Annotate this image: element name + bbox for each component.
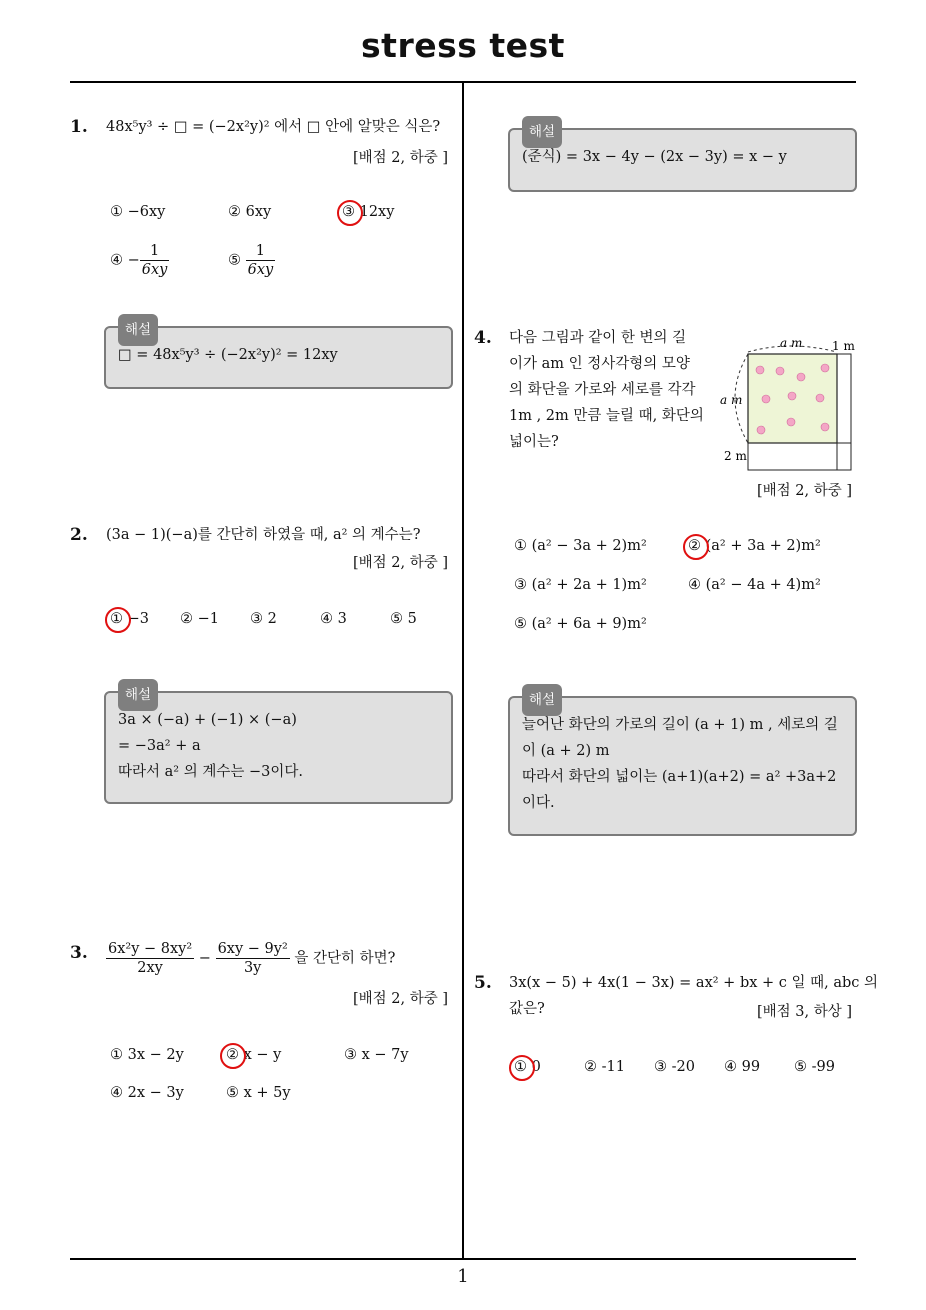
question-2-choice-3[interactable]: ③ 2: [250, 611, 277, 627]
garden-figure: [718, 334, 858, 474]
explanation-line: = −3a² + a: [118, 738, 201, 754]
question-2-meta: [배점 2, 하중 ]: [352, 555, 448, 571]
question-4-line: 의 화단을 가로와 세로를 각각: [509, 382, 696, 398]
question-1-choice-3[interactable]: ③ 12xy: [342, 204, 395, 220]
question-2-choice-5[interactable]: ⑤ 5: [390, 611, 417, 627]
question-3-suffix: 을 간단히 하면?: [294, 950, 396, 967]
question-5-choice-3[interactable]: ③ -20: [654, 1059, 695, 1075]
explanation-line: □ = 48x⁵y³ ÷ (−2x²y)² = 12xy: [118, 347, 338, 363]
question-2-number: 2.: [70, 525, 88, 545]
question-5-choice-4[interactable]: ④ 99: [724, 1059, 761, 1075]
question-3-number: 3.: [70, 943, 88, 963]
question-1-text: 48x⁵y³ ÷ □ = (−2x²y)² 에서 □ 안에 알맞은 식은?: [106, 119, 441, 135]
explanation-tag: 해설: [522, 116, 562, 148]
explanation-tag: 해설: [522, 684, 562, 716]
explanation-line: 늘어난 화단의 가로의 길이 (a + 1) m , 세로의 길: [522, 717, 838, 733]
question-2-choice-4[interactable]: ④ 3: [320, 611, 347, 627]
question-3-explanation-box: [508, 124, 857, 192]
question-4-choice-3[interactable]: ③ (a² + 2a + 1)m²: [514, 577, 647, 593]
explanation-line: 따라서 a² 의 계수는 −3이다.: [118, 764, 303, 780]
question-2-explanation-box: [104, 687, 453, 804]
question-4-text: [509, 325, 704, 455]
question-4-explanation-box: [508, 692, 857, 836]
question-5-line: 3x(x − 5) + 4x(1 − 3x) = ax² + bx + c 일 때, abc 의: [509, 975, 878, 991]
figure-label-bottom: 2 m: [724, 449, 747, 463]
question-5-choice-2[interactable]: ② -11: [584, 1059, 625, 1075]
question-1-meta: [배점 2, 하중 ]: [352, 150, 448, 166]
figure-label-left: a m: [720, 393, 743, 407]
question-4-choice-2[interactable]: ② (a² + 3a + 2)m²: [688, 538, 821, 554]
question-3-meta: [배점 2, 하중 ]: [352, 991, 448, 1007]
question-2-text: (3a − 1)(−a)를 간단히 하였을 때, a² 의 계수는?: [106, 527, 421, 543]
answer-mark-circle: [683, 534, 709, 560]
question-1-number: 1.: [70, 117, 88, 137]
question-1-explanation-box: [104, 322, 453, 389]
question-1-choice-1[interactable]: ① −6xy: [110, 204, 166, 220]
explanation-line: (준식) = 3x − 4y − (2x − 3y) = x − y: [522, 149, 787, 165]
answer-mark-circle: [509, 1055, 535, 1081]
question-3-text: $\frac{\text{6x²y − 8xy²}}{2xy}$ − $\frac{\text{6xy − 9y²}}{3y}$ 을 간단히 하면?: [108, 941, 396, 976]
answer-mark-circle: [337, 200, 363, 226]
question-5-meta: [배점 3, 하상 ]: [756, 1004, 852, 1020]
question-3-choice-2[interactable]: ② x − y: [226, 1047, 282, 1063]
fraction-numerator: 6xy − 9y²: [217, 941, 288, 957]
explanation-tag: 해설: [118, 314, 158, 346]
question-1-choice-5[interactable]: ⑤ $\frac{1}{6xy}$: [228, 243, 274, 278]
question-4-choice-1[interactable]: ① (a² − 3a + 2)m²: [514, 538, 647, 554]
footer-rule: [70, 1258, 856, 1260]
explanation-line: 3a × (−a) + (−1) × (−a): [118, 712, 297, 728]
question-2-choice-1[interactable]: ① −3: [110, 611, 149, 627]
explanation-tag: 해설: [118, 679, 158, 711]
question-2-choice-2[interactable]: ② −1: [180, 611, 219, 627]
column-divider: [462, 82, 464, 1259]
answer-mark-circle: [105, 607, 131, 633]
question-4-line: 넓이는?: [509, 434, 559, 450]
fraction-denominator: 3y: [243, 960, 262, 976]
explanation-line: 이다.: [522, 795, 555, 811]
question-4-choice-4[interactable]: ④ (a² − 4a + 4)m²: [688, 577, 821, 593]
question-4-line: 1m , 2m 만큼 늘릴 때, 화단의: [509, 408, 704, 424]
question-4-number: 4.: [474, 328, 492, 348]
explanation-line: 이 (a + 2) m: [522, 743, 610, 759]
explanation-line: 따라서 화단의 넓이는 (a+1)(a+2) = a² +3a+2: [522, 769, 837, 785]
figure-label-top: a m: [780, 336, 803, 350]
question-4-choice-5[interactable]: ⑤ (a² + 6a + 9)m²: [514, 616, 647, 632]
answer-mark-circle: [220, 1043, 246, 1069]
question-1-choice-2[interactable]: ② 6xy: [228, 204, 272, 220]
question-4-meta: [배점 2, 하중 ]: [756, 483, 852, 499]
fraction-denominator: 2xy: [137, 960, 163, 976]
page-title: stress test: [361, 26, 565, 65]
question-4-line: 이가 am 인 정사각형의 모양: [509, 356, 690, 372]
question-3-choice-4[interactable]: ④ 2x − 3y: [110, 1085, 184, 1101]
page-number: 1: [457, 1266, 469, 1287]
figure-label-right: 1 m: [832, 339, 855, 353]
question-1-choice-4[interactable]: ④ − $\frac{1}{6xy}$: [110, 243, 168, 278]
question-5-choice-1[interactable]: ① 0: [514, 1059, 541, 1075]
question-3-choice-5[interactable]: ⑤ x + 5y: [226, 1085, 291, 1101]
question-5-line: 값은?: [509, 1001, 545, 1017]
question-4-line: 다음 그림과 같이 한 변의 길: [509, 330, 687, 346]
question-5-choice-5[interactable]: ⑤ -99: [794, 1059, 835, 1075]
question-3-choice-1[interactable]: ① 3x − 2y: [110, 1047, 184, 1063]
question-3-choice-3[interactable]: ③ x − 7y: [344, 1047, 409, 1063]
question-5-number: 5.: [474, 973, 492, 993]
fraction-numerator: 6x²y − 8xy²: [108, 941, 193, 957]
